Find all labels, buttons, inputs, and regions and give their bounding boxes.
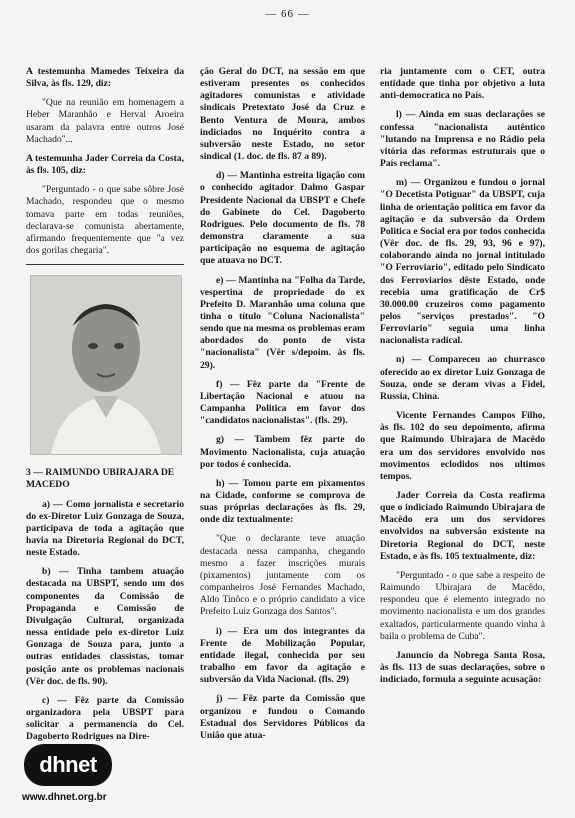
dhnet-url: www.dhnet.org.br	[22, 792, 107, 803]
body-paragraph: l) — Ainda em suas declarações se confessa "nacionalista autêntico "lutando na Imprensa e no Rádio pela vitória das reformas estruturais que o País reclama".	[380, 109, 545, 170]
body-paragraph: c) — Fêz parte da Comissão organizadora pela UBSPT para solicitar a permanencia do Cel. Dagoberto Rodrigues na Dire-	[26, 694, 184, 743]
quote-paragraph: "Que o declarante teve atuação destacada nessa campanha, chegando mesmo a fazer inscrições murais (pixamentos) juntamente com os companheiros José Fernandes Machado, Aldo Tinôco e o próprio candidato a vice Prefeito Luiz Gonzaga dos Santos".	[200, 533, 365, 618]
section-heading: 3 — RAIMUNDO UBIRAJARA DE MACEDO	[26, 467, 175, 491]
body-paragraph: h) — Tomou parte em pixamentos na Cidade, conforme se comprova de suas próprias declarações às fls. 29, onde diz textualmente:	[200, 477, 365, 526]
page-number: — 66 —	[265, 8, 310, 20]
body-paragraph: a) — Como jornalista e secretario do ex-Diretor Luiz Gonzaga de Souza, participava de toda a agitação que havia na Diretoria Regional do DCT, neste Estado.	[26, 498, 184, 559]
body-paragraph: g) — Tambem fêz parte do Movimento Nacionalista, cuja atuação por todos é conhecida.	[200, 434, 365, 470]
dhnet-logo-mark: dhnet	[24, 744, 112, 786]
quote-paragraph: "Que na reunião em homenagem a Heber Maranhão e Herval Aroeira usaram da palavra entre outros José Machado"...	[26, 97, 184, 145]
quote-paragraph: "Perguntado - o que sabe sôbre José Machado, respondeu que o mesmo tomava parte em todas reuniões, declarava-se comunista abertamente, afirmando frequentemente que "a vez dos gorilas chegaria".	[26, 184, 184, 257]
body-paragraph: n) — Compareceu ao churrasco oferecido ao ex diretor Luiz Gonzaga de Souza, onde se deram vivas a Fidel, Russia, China.	[380, 354, 545, 402]
text-column-3	[380, 66, 545, 693]
portrait-photo	[30, 275, 182, 455]
witness-intro-paragraph: A testemunha Jader Correia da Costa, às fls. 105, diz:	[26, 152, 184, 177]
body-paragraph: b) — Tinha tambem atuação destacada na UBSPT, sendo um dos componentes da Comissão de Propaganda e Comissão de Divulgação Cultural, organizada nessa entidade pelo ex-diretor Luiz Gonzaga de Souza para, junto a outras entidades classistas, tomar posição ante os problemas nacionais (Vêr doc. de fls. 90).	[26, 566, 184, 687]
body-paragraph: d) — Mantinha estreita ligação com o conhecido agitador Dalmo Gaspar Presidente Nacional da UBSPT e Chefe do Gabinete do Cel. Dagoberto Rodrigues. Pelo documento de fls. 78 demonstra claramente a sua participação no esquema de agitação que atuava no DCT.	[200, 170, 365, 267]
body-paragraph: Januncio da Nobrega Santa Rosa, às fls. 113 de suas declarações, sobre o indiciado, formula a seguinte acusação:	[380, 649, 545, 686]
text-column-2	[200, 66, 365, 749]
witness-intro-paragraph: A testemunha Mamedes Teixeira da Silva, às fls. 129, diz:	[26, 66, 184, 90]
section-divider	[26, 264, 184, 265]
quote-paragraph: "Perguntado - o que sabe a respeito de Raimundo Ubirajara de Macêdo, respondeu que é elemento integrado no movimento nacionalista e um dos grandes exaltados, particularmente quando vinha à baila o problema de Cuba".	[380, 569, 545, 642]
dhnet-logo	[22, 744, 132, 814]
body-paragraph: m) — Organizou e fundou o jornal "O Decetista Potiguar" da UBSPT, cuja linha de orientação politica em favor da agitação e da subversão da Ordem Politica e Social era por todos conhecida (Vêr doc. de fls. 29, 93, 96 e 97), colaborando ainda no jornal intitulado "O Ferroviario", editado pelo Sindicato dos Ferroviarios dêste Estado, onde recebia uma gratificação de Cr$ 30.000.00 cruzeiros como pagamento pelos "serviços prestados". "O Ferroviario" seguia uma linha nacionalista radical.	[380, 177, 545, 347]
body-paragraph: Jader Correia da Costa reafirma que o indiciado Raimundo Ubirajara de Macêdo era um dos servidores envolvidos na subversão existente na Diretoria Regional do DCT, neste Estado, e às fls. 105 textualmente, diz:	[380, 490, 545, 562]
body-paragraph: i) — Era um dos integrantes da Frente de Mobilização Popular, entidade ilegal, conhecida por seu trabalho em favor da agitação e subversão da Vida Nacional. (fls. 29)	[200, 625, 365, 686]
body-paragraph: Vicente Fernandes Campos Filho, às fls. 102 do seu depoimento, afirma que Raimundo Ubirajara de Macêdo era um dos servidores envolvido nos movimentos eclodidos nos ultimos tempos.	[380, 410, 545, 482]
body-paragraph: f) — Fêz parte da "Frente de Libertação Nacional e atuou na Campanha Politica em favor dos "candidatos nacionalistas". (fls. 29).	[200, 378, 365, 427]
body-paragraph: ria juntamente com o CET, outra entidade que tinha por objetivo a luta anti-democratica no País.	[380, 66, 545, 102]
text-column-1	[26, 66, 184, 750]
body-paragraph: ção Geral do DCT, na sessão em que estiveram presentes os conhecidos agitadores comunistas e atividade sindicais Pretextato José da Cruz e Bento Ventura de Moura, ambos indiciados no Inquérito contra a subversão neste Estado, no setor sindical (1. doc. de fls. 87 a 89).	[200, 66, 365, 163]
body-paragraph: j) — Fêz parte da Comissão que organizou e fundou o Comando Estadual dos Servidores Públicos da União que atua-	[200, 693, 365, 741]
body-paragraph: e) — Mantinha na "Folha da Tarde, vespertina de propriedade do ex Prefeito D. Maranhão uma coluna que tinha o título "Coluna Nacionalista" sendo que na mesma os problemas eram abordados do ponto de vista "nacionalista" (Vêr s/depoim. às fls. 29).	[200, 274, 365, 371]
